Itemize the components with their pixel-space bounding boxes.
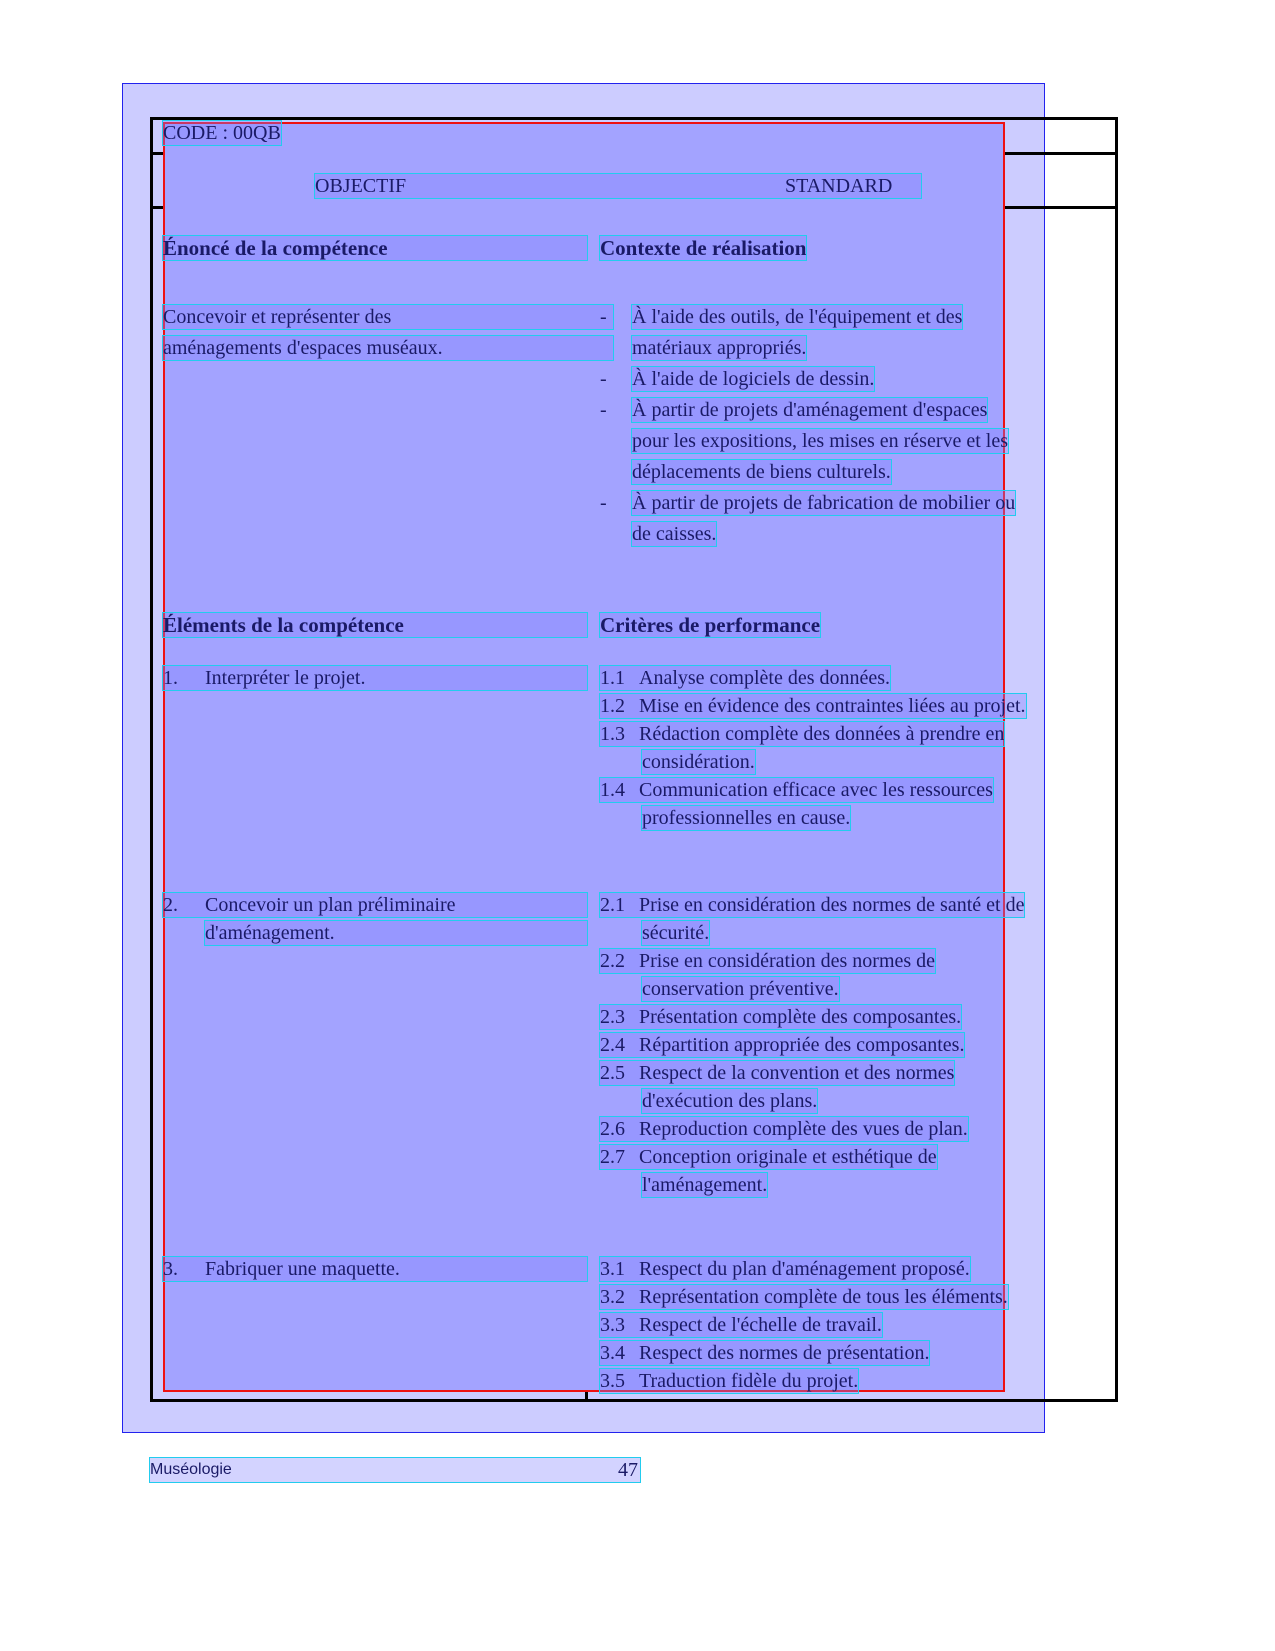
critere-text: Conception originale et esthétique de	[639, 1146, 937, 1168]
footer	[150, 1458, 640, 1482]
contexte-line: À partir de projets d'aménagement d'espaces	[632, 399, 988, 421]
critere-item	[600, 1341, 929, 1365]
critere-item	[600, 893, 1024, 917]
bullet-dash: -	[600, 306, 607, 328]
critere-number: 3.2	[600, 1286, 625, 1308]
critere-text: Communication efficace avec les ressources	[639, 779, 993, 801]
header-objectif: OBJECTIF	[315, 175, 407, 197]
element-item-3	[163, 1257, 587, 1281]
critere-text: Respect de la convention et des normes	[639, 1062, 955, 1084]
contexte-line: de caisses.	[632, 523, 717, 545]
page-number: 47	[618, 1459, 638, 1481]
critere-text-continued: conservation préventive.	[642, 978, 839, 1000]
critere-text: Répartition appropriée des composantes.	[639, 1034, 965, 1056]
critere-text: Reproduction complète des vues de plan.	[639, 1118, 968, 1140]
critere-item	[600, 666, 890, 690]
element-text: Interpréter le projet.	[205, 667, 366, 689]
critere-item	[600, 1285, 1008, 1309]
critere-text-continued: d'exécution des plans.	[642, 1090, 818, 1112]
critere-number: 1.3	[600, 723, 625, 745]
enonce-line-1: Concevoir et représenter des	[163, 305, 613, 329]
contexte-line: À l'aide de logiciels de dessin.	[632, 368, 875, 390]
bullet-dash: -	[600, 399, 607, 421]
critere-item	[600, 949, 935, 973]
critere-item	[600, 1033, 964, 1057]
critere-number: 2.3	[600, 1006, 625, 1028]
element-number: 2.	[163, 894, 178, 916]
critere-item	[600, 1313, 882, 1337]
critere-number: 2.4	[600, 1034, 625, 1056]
element-item-2	[163, 893, 587, 917]
contexte-line: À partir de projets de fabrication de mobilier ou	[632, 492, 1016, 514]
contexte-line: À l'aide des outils, de l'équipement et des	[632, 306, 963, 328]
critere-item	[600, 722, 1004, 746]
critere-text-continued: professionnelles en cause.	[642, 807, 851, 829]
critere-number: 1.2	[600, 695, 625, 717]
critere-text-continued: sécurité.	[642, 922, 710, 944]
critere-number: 2.7	[600, 1146, 625, 1168]
critere-number: 3.1	[600, 1258, 625, 1280]
critere-number: 3.3	[600, 1314, 625, 1336]
contexte-title: Contexte de réalisation	[600, 236, 807, 260]
critere-text: Prise en considération des normes de santé et de	[639, 894, 1025, 916]
element-text: Fabriquer une maquette.	[205, 1258, 400, 1280]
critere-text: Respect de l'échelle de travail.	[639, 1314, 882, 1336]
critere-item	[600, 778, 993, 802]
critere-number: 3.4	[600, 1342, 625, 1364]
critere-text: Présentation complète des composantes.	[639, 1006, 962, 1028]
enonce-line-2: aménagements d'espaces muséaux.	[163, 336, 613, 360]
footer-title: Muséologie	[150, 1461, 232, 1478]
critere-text: Prise en considération des normes de	[639, 950, 936, 972]
bullet-dash: -	[600, 492, 607, 514]
element-item-1	[163, 666, 587, 690]
bullet-dash: -	[600, 368, 607, 390]
critere-item	[600, 1117, 968, 1141]
critere-text: Respect du plan d'aménagement proposé.	[639, 1258, 970, 1280]
critere-text: Respect des normes de présentation.	[639, 1342, 930, 1364]
element-number: 3.	[163, 1258, 178, 1280]
critere-number: 1.1	[600, 667, 625, 689]
critere-item	[600, 1145, 937, 1169]
critere-text-continued: considération.	[642, 751, 755, 773]
critere-text: Rédaction complète des données à prendre en	[639, 723, 1005, 745]
code-label: CODE : 00QB	[163, 122, 281, 144]
critere-number: 3.5	[600, 1370, 625, 1392]
critere-number: 2.5	[600, 1062, 625, 1084]
critere-item	[600, 1005, 961, 1029]
enonce-title: Énoncé de la compétence	[163, 236, 587, 260]
contexte-line: matériaux appropriés.	[632, 337, 807, 359]
critere-item	[600, 1061, 954, 1085]
critere-item	[600, 694, 1026, 718]
elements-title: Éléments de la compétence	[163, 613, 587, 637]
critere-number: 1.4	[600, 779, 625, 801]
critere-text: Traduction fidèle du projet.	[639, 1370, 859, 1392]
critere-item	[600, 1257, 970, 1281]
contexte-line: pour les expositions, les mises en réserve et les	[632, 430, 1009, 452]
critere-text-continued: l'aménagement.	[642, 1174, 768, 1196]
critere-text: Mise en évidence des contraintes liées au projet.	[639, 695, 1026, 717]
critere-text: Analyse complète des données.	[639, 667, 891, 689]
criteres-title: Critères de performance	[600, 613, 821, 637]
critere-number: 2.6	[600, 1118, 625, 1140]
critere-item	[600, 1369, 858, 1393]
critere-number: 2.2	[600, 950, 625, 972]
header-standard: STANDARD	[785, 175, 893, 197]
element-text: Concevoir un plan préliminaire	[205, 894, 456, 916]
critere-number: 2.1	[600, 894, 625, 916]
contexte-line: déplacements de biens culturels.	[632, 461, 891, 483]
element-text-continued: d'aménagement.	[205, 921, 587, 945]
critere-text: Représentation complète de tous les éléments.	[639, 1286, 1008, 1308]
element-number: 1.	[163, 667, 178, 689]
